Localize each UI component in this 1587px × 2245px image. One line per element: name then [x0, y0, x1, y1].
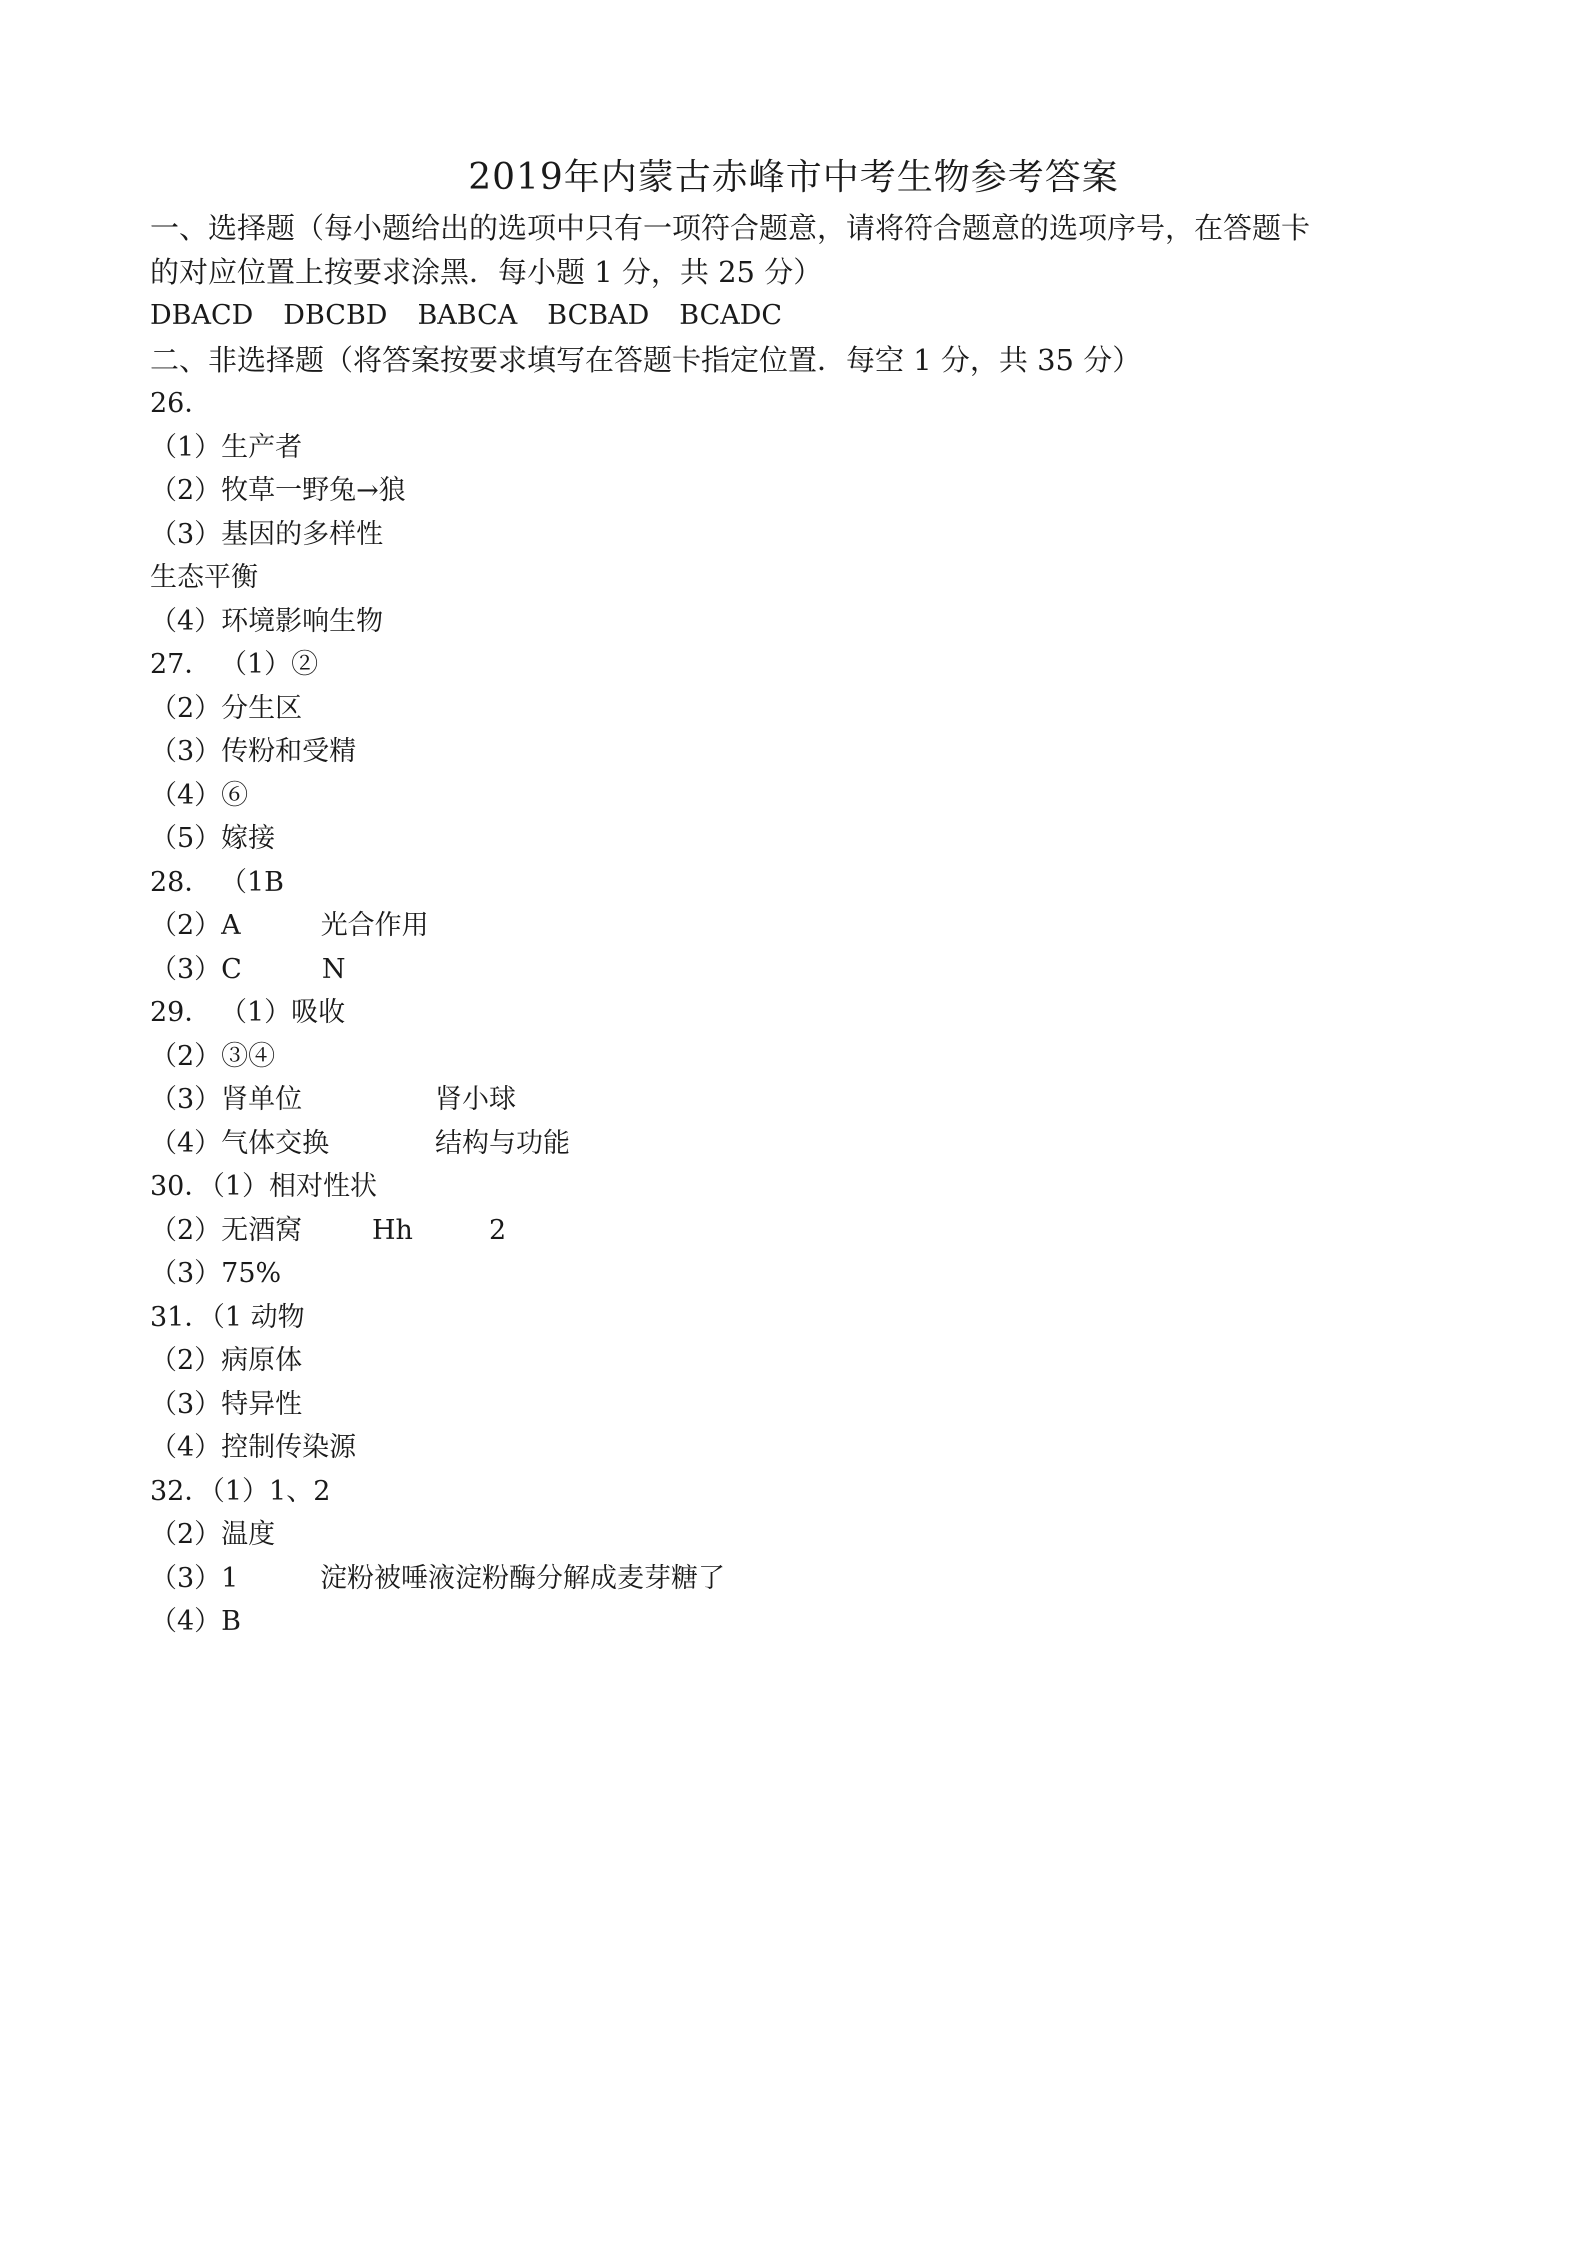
- answer-line: [150, 426, 1450, 470]
- answer-text: 肾小球: [435, 1084, 516, 1115]
- answer-text: 27． （1）②: [150, 649, 319, 680]
- answer-text: 26．: [150, 388, 212, 419]
- answer-text: （2）病原体: [150, 1345, 303, 1376]
- answer-text: （5）嫁接: [150, 823, 276, 854]
- answer-text: 生态平衡: [150, 562, 258, 593]
- answer-line: [150, 1600, 1450, 1644]
- answer-text: （4）环境影响生物: [150, 605, 384, 637]
- answer-text: 28． （1B: [150, 866, 284, 898]
- answer-text: （4）B: [150, 1606, 242, 1637]
- answer-text: N: [321, 953, 346, 985]
- choice-answers: [150, 294, 1450, 338]
- document-body: [150, 206, 1450, 1644]
- answer-line: [150, 469, 1450, 513]
- answer-line: [150, 643, 1450, 687]
- answer-text: （3）特异性: [150, 1388, 303, 1420]
- answer-line: [150, 687, 1450, 731]
- answer-line: [150, 600, 1450, 644]
- answer-group: BCBAD: [547, 300, 650, 331]
- answer-group: DBACD: [150, 300, 254, 331]
- answer-text: （3）C: [150, 953, 242, 985]
- answer-line: [150, 1383, 1450, 1427]
- answer-line: [150, 513, 1450, 557]
- answer-group: BABCA: [417, 300, 518, 331]
- answer-text: 淀粉被唾液淀粉酶分解成麦芽糖了: [320, 1562, 725, 1594]
- answer-group: BCADC: [679, 300, 783, 331]
- section1-line2: 的对应位置上按要求涂黑．每小题 1 分，共 25 分）: [150, 255, 823, 289]
- answer-line: [150, 1252, 1450, 1296]
- answer-line: [150, 774, 1450, 818]
- answer-text: （3）1: [150, 1562, 239, 1594]
- answer-text: （2）③④: [150, 1040, 276, 1072]
- answer-line: [150, 556, 1450, 600]
- answer-line: [150, 1078, 1450, 1122]
- answer-text: （3）传粉和受精: [150, 736, 357, 767]
- answer-line: [150, 1122, 1450, 1166]
- answer-line: [150, 991, 1450, 1035]
- answer-text: （2）牧草一野兔→狼: [150, 475, 406, 506]
- answer-line: [150, 904, 1450, 948]
- answer-line: [150, 382, 1450, 426]
- answer-line: [150, 1470, 1450, 1514]
- answer-line: [150, 1513, 1450, 1557]
- answer-line: [150, 948, 1450, 992]
- answer-text: （3）肾单位: [150, 1084, 303, 1115]
- section1-line1: 一、选择题（每小题给出的选项中只有一项符合题意，请将符合题意的选项序号，在答题卡: [150, 211, 1311, 245]
- answer-text: （2）A: [150, 910, 241, 941]
- answer-text: Hh: [372, 1214, 413, 1246]
- answer-text: （4）控制传染源: [150, 1432, 357, 1463]
- answer-text: （4）⑥: [150, 779, 249, 811]
- answer-line: [150, 817, 1450, 861]
- answer-line: [150, 1426, 1450, 1470]
- answer-text: 光合作用: [320, 910, 429, 941]
- answer-text: （3）75%: [150, 1258, 282, 1289]
- answer-text: （4）气体交换: [150, 1127, 330, 1159]
- answer-line: [150, 1296, 1450, 1340]
- answer-line: [150, 1209, 1450, 1253]
- answer-text: 29． （1）吸收: [150, 997, 346, 1028]
- section2-heading: 二、非选择题（将答案按要求填写在答题卡指定位置．每空 1 分，共 35 分）: [150, 343, 1142, 377]
- answer-line: [150, 730, 1450, 774]
- answer-line: [150, 1035, 1450, 1079]
- answer-group: DBCBD: [283, 300, 388, 331]
- answer-line: [150, 1339, 1450, 1383]
- answer-text: （3）基因的多样性: [150, 518, 384, 550]
- answer-line: [150, 1557, 1450, 1601]
- answer-text: （2）分生区: [150, 692, 303, 724]
- answer-line: [150, 1165, 1450, 1209]
- answer-text: 2: [489, 1214, 507, 1246]
- page-title: 2019年内蒙古赤峰市中考生物参考答案: [468, 157, 1119, 198]
- answer-text: 31．（1 动物: [150, 1301, 305, 1333]
- answer-text: 32．（1）1、2: [150, 1475, 331, 1507]
- answer-text: （1）生产者: [150, 431, 303, 463]
- answer-text: （2）温度: [150, 1519, 276, 1550]
- answer-line: [150, 861, 1450, 905]
- answer-text: 结构与功能: [435, 1127, 570, 1159]
- answer-text: （2）无酒窝: [150, 1214, 303, 1246]
- answer-text: 30．（1）相对性状: [150, 1171, 378, 1202]
